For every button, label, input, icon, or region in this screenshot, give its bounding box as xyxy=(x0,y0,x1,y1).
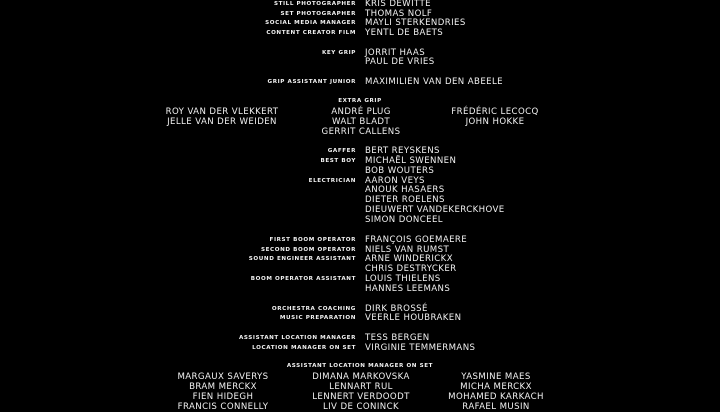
credit-row xyxy=(0,28,720,38)
credit-row xyxy=(0,185,720,195)
extra-grip-name: GERRIT CALLENS xyxy=(321,127,401,137)
credit-name: VEERLE HOUBRAKEN xyxy=(365,313,462,323)
credit-name: KRIS DEWITTE xyxy=(365,0,431,9)
credit-row xyxy=(0,156,720,166)
credit-name: DIETER ROELENS xyxy=(365,195,445,205)
credit-row xyxy=(0,57,720,67)
credit-name: TESS BERGEN xyxy=(365,333,430,343)
credit-role: BOOM OPERATOR ASSISTANT xyxy=(250,276,356,282)
assistant-location-name: LENNART RUL xyxy=(329,382,393,392)
assistant-location-header: ASSISTANT LOCATION MANAGER ON SET xyxy=(286,363,434,369)
credit-name: ARNE WINDERICKX xyxy=(365,254,453,264)
credit-row xyxy=(0,0,720,9)
assistant-location-name: LENNERT VERDOODT xyxy=(312,392,410,402)
assistant-location-name: FRANCIS CONNELLY xyxy=(177,402,269,412)
extra-grip-name: JELLE VAN DER WEIDEN xyxy=(167,117,277,127)
credit-name: FRANÇOIS GOEMAERE xyxy=(365,235,468,245)
credit-name: AARON VEYS xyxy=(365,176,425,186)
extra-grip-name: JOHN HOKKE xyxy=(465,117,525,127)
assistant-location-name: BRAM MERCKX xyxy=(189,382,257,392)
extra-grip-header: EXTRA GRIP xyxy=(338,98,382,104)
credit-row xyxy=(0,18,720,28)
credit-name: JORRIT HAAS xyxy=(365,48,426,58)
extra-grip-name: WALT BLADT xyxy=(331,117,391,127)
credit-role: SOCIAL MEDIA MANAGER xyxy=(265,20,356,26)
assistant-location-name: RAFAEL MUSIN xyxy=(462,402,530,412)
credit-row xyxy=(0,254,720,264)
credit-row xyxy=(0,77,720,87)
credit-name: NIELS VAN RUMST xyxy=(365,245,450,255)
credit-name: DIEUWERT VANDEKERCKHOVE xyxy=(365,205,505,215)
assistant-location-name: FIEN HIDEGH xyxy=(192,392,254,402)
credit-role: FIRST BOOM OPERATOR xyxy=(269,237,356,243)
credit-role: GAFFER xyxy=(327,148,356,154)
assistant-location-name: DIMANA MARKOVSKA xyxy=(312,372,410,382)
credit-name: PAUL DE VRIES xyxy=(365,57,435,67)
credit-role: SECOND BOOM OPERATOR xyxy=(260,247,356,253)
credit-row xyxy=(0,195,720,205)
credit-name: BOB WOUTERS xyxy=(365,166,435,176)
assistant-location-name: LIV DE CONINCK xyxy=(322,402,400,412)
credit-row xyxy=(0,205,720,215)
credit-role: LOCATION MANAGER ON SET xyxy=(252,345,356,351)
credit-role: ELECTRICIAN xyxy=(308,178,356,184)
credit-row xyxy=(0,284,720,294)
credit-name: ANOUK HASAERS xyxy=(365,185,445,195)
credit-name: YENTL DE BAETS xyxy=(365,28,444,38)
credit-role: ORCHESTRA COACHING xyxy=(271,306,356,312)
credit-name: MAYLI STERKENDRIES xyxy=(365,18,466,28)
assistant-location-name: YASMINE MAES xyxy=(461,372,531,382)
credit-role: KEY GRIP xyxy=(321,50,356,56)
extra-grip-name: ROY VAN DER VLEKKERT xyxy=(165,107,279,117)
assistant-location-name: MICHA MERCKX xyxy=(460,382,532,392)
credit-role: ASSISTANT LOCATION MANAGER xyxy=(238,335,356,341)
credit-role: STILL PHOTOGRAPHER xyxy=(273,1,356,7)
credit-role: BEST BOY xyxy=(320,158,356,164)
credit-name: MICHAËL SWENNEN xyxy=(365,156,457,166)
credit-name: LOUIS THIELENS xyxy=(365,274,441,284)
credit-name: THOMAS NOLF xyxy=(365,9,433,19)
credit-name: CHRIS DESTRYCKER xyxy=(365,264,457,274)
credit-role: SOUND ENGINEER ASSISTANT xyxy=(248,256,356,262)
credit-row xyxy=(0,343,720,353)
credit-row xyxy=(0,146,720,156)
credit-role: GRIP ASSISTANT JUNIOR xyxy=(267,79,356,85)
credit-row xyxy=(0,313,720,323)
credit-role: SET PHOTOGRAPHER xyxy=(280,11,356,17)
credit-row xyxy=(0,166,720,176)
credit-row xyxy=(0,333,720,343)
credit-row xyxy=(0,215,720,225)
credit-role: MUSIC PREPARATION xyxy=(279,315,356,321)
credit-name: DIRK BROSSÉ xyxy=(365,304,428,314)
credit-name: BERT REYSKENS xyxy=(365,146,440,156)
extra-grip-name: FRÉDÉRIC LECOCQ xyxy=(451,107,539,117)
assistant-location-name: MARGAUX SAVERYS xyxy=(177,372,269,382)
assistant-location-name: MOHAMED KARKACH xyxy=(448,392,544,402)
credit-name: SIMON DONCEEL xyxy=(365,215,443,225)
credit-name: MAXIMILIEN VAN DEN ABEELE xyxy=(365,77,504,87)
credit-row xyxy=(0,235,720,245)
credit-name: HANNES LEEMANS xyxy=(365,284,451,294)
credit-role: CONTENT CREATOR FILM xyxy=(266,30,356,36)
extra-grip-name: ANDRÉ PLUG xyxy=(331,107,391,117)
credit-row xyxy=(0,264,720,274)
credit-name: VIRGINIE TEMMERMANS xyxy=(365,343,476,353)
credit-row xyxy=(0,274,720,284)
